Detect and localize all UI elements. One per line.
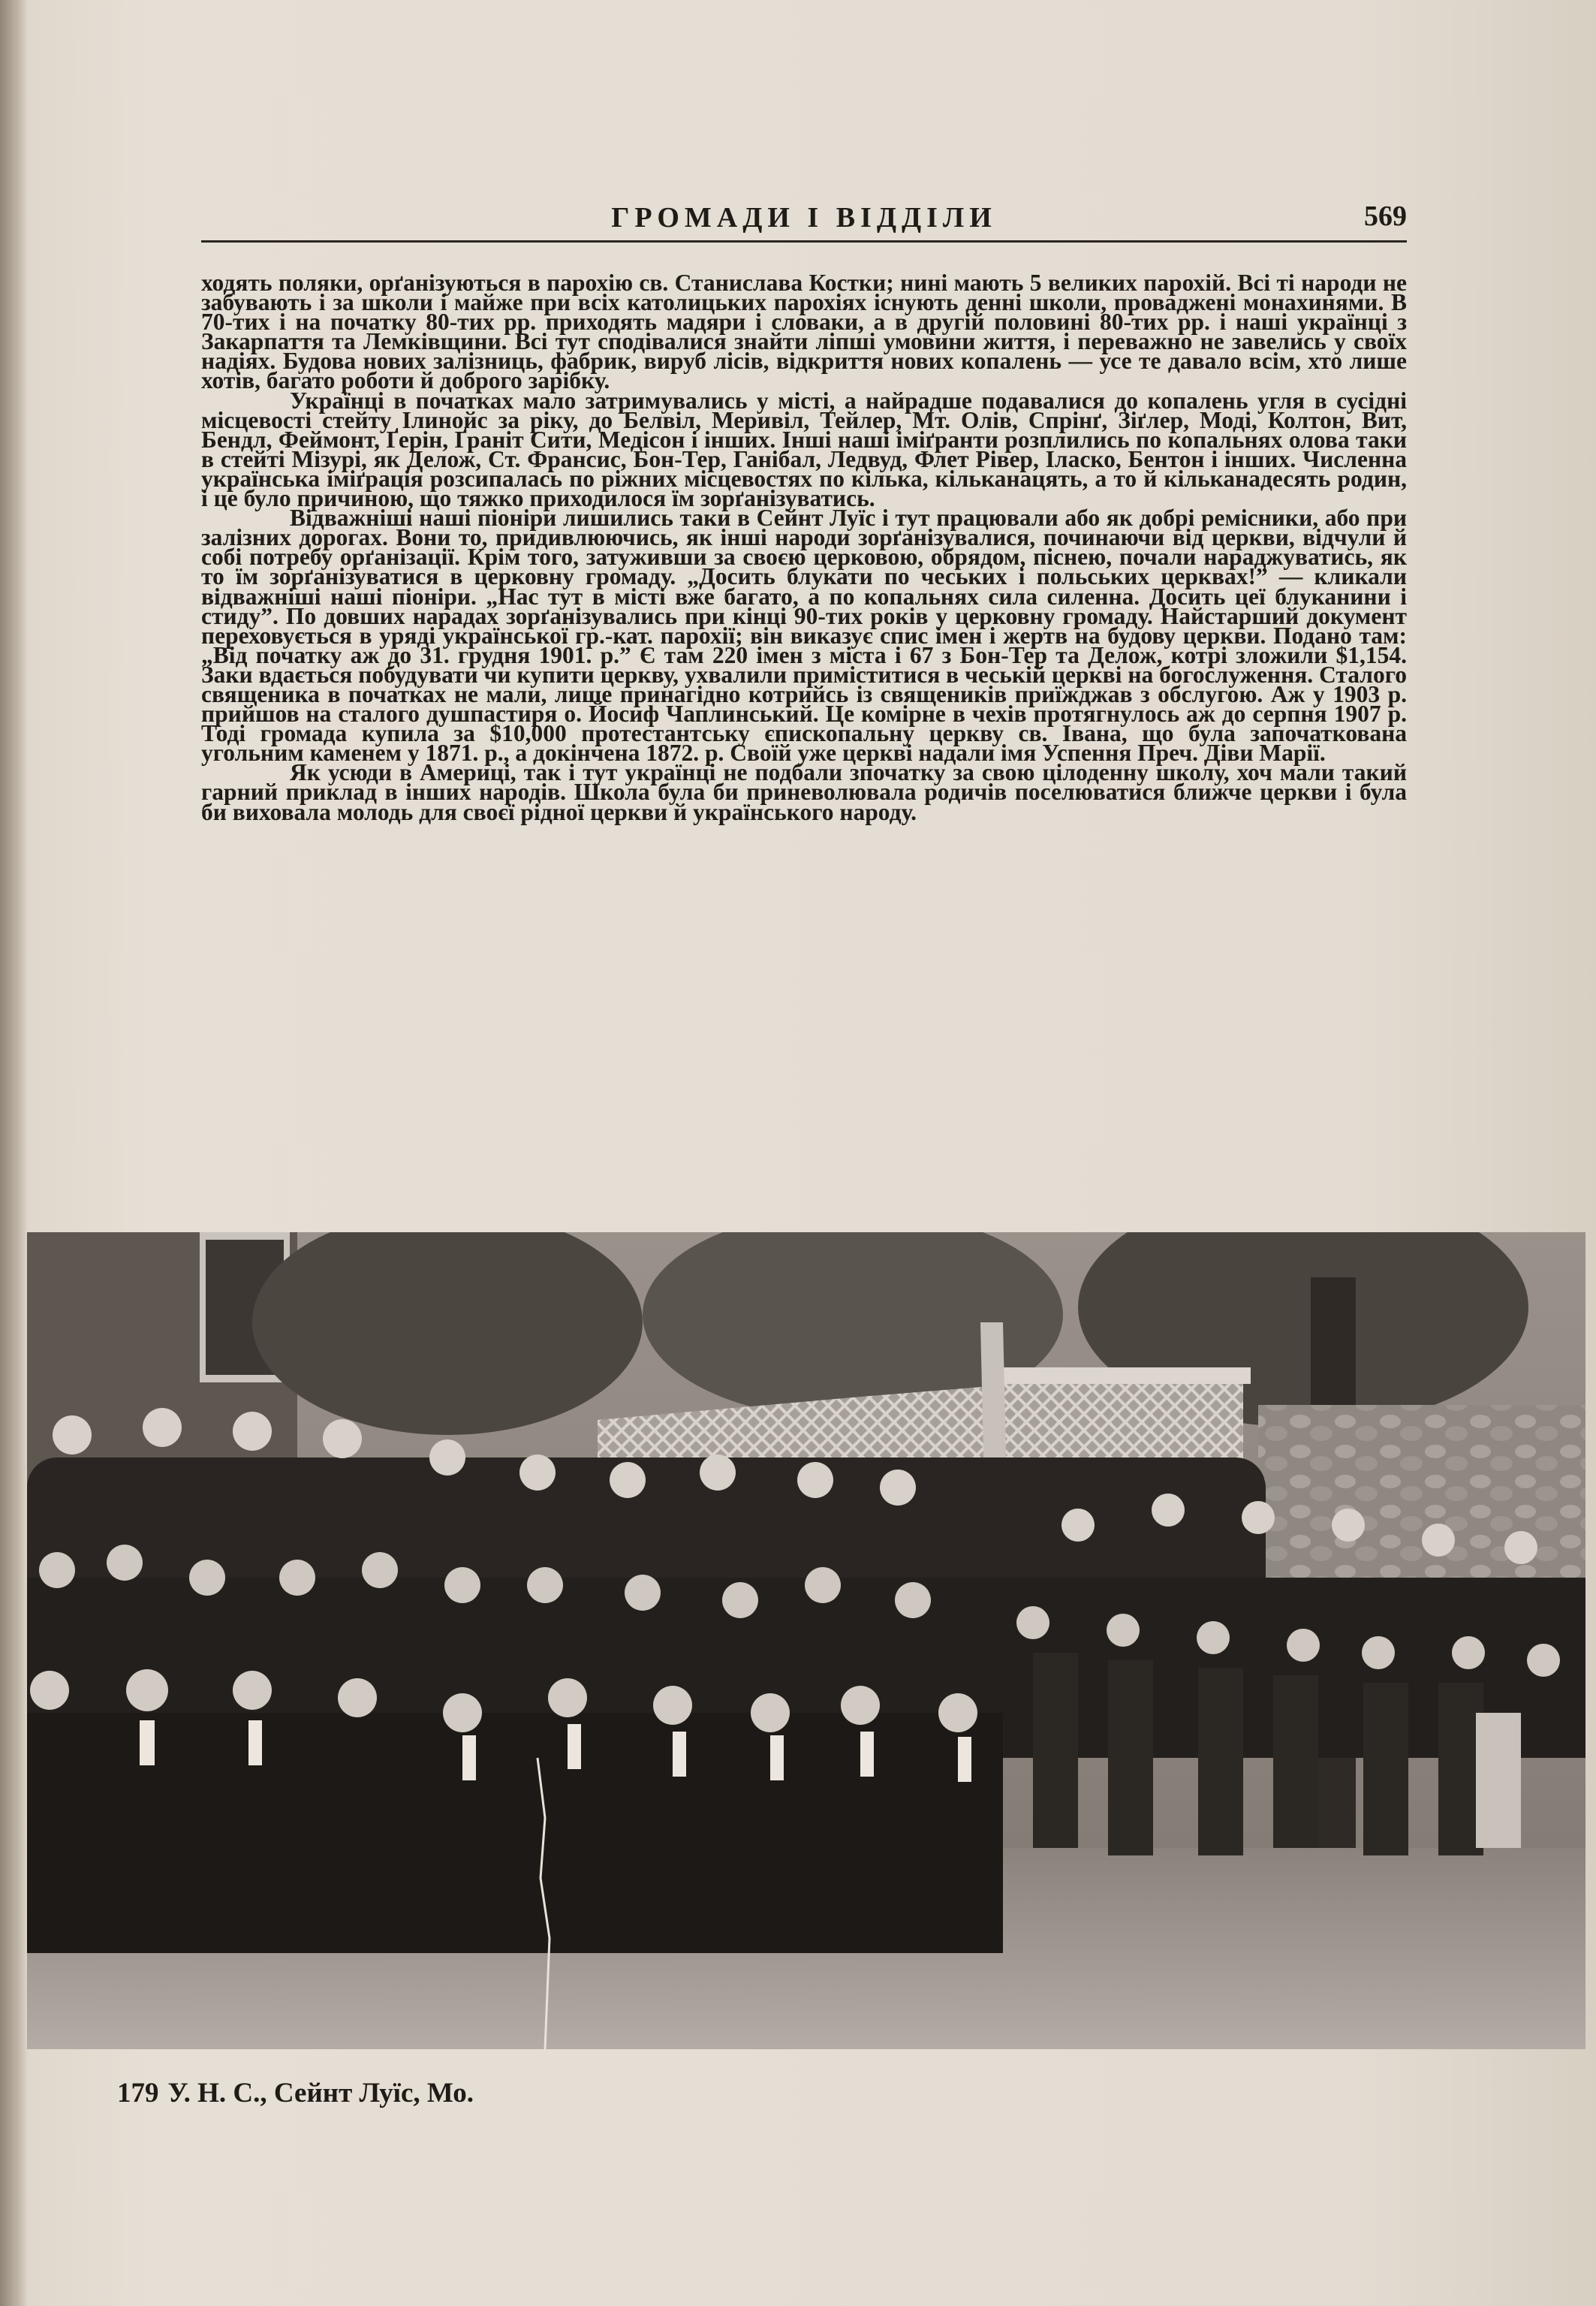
paragraph-4: Як усюди в Америці, так і тут українці не подбали зпочатку за свою цілоденну школу, хоч мали такий гарний приклад в інших народів. Школа була би приневолювала родичів поселюватися ближче церкви і була би виховала молодь для своєї рідної церкви й українського народу. [201, 759, 1407, 825]
group-photo [27, 1232, 1585, 2049]
page-number: 569 [1364, 200, 1407, 232]
group-photo-icon [27, 1232, 1585, 2049]
running-head [201, 197, 1407, 243]
running-title: ГРОМАДИ І ВІДДІЛИ [611, 202, 997, 234]
spine-shadow [0, 0, 27, 2306]
caption-number: 179 [117, 2078, 159, 2109]
caption-text: У. Н. С., Сейнт Луїс, Мо. [167, 2078, 474, 2109]
paragraph-1: ходять поляки, орґанізуються в парохію св. Станислава Костки; нині мають 5 великих парохій. Всі ті народи не забувають і за школи і майже при всіх католицьких парохіях існують денні школи, проваджені монахинями. В 70-тих і на початку 80-тих рр. приходять мадяри і словаки, а в другій половині 80-тих рр. і наші українці з Закарпаття та Лемківщини. Всі тут сподівалися знайти ліпші умовини життя, і переважно не завелись у своїх надіях. Будова нових залізниць, фабрик, вируб лісів, відкриття нових копалень — усе те давало всім, хто лише хотів, багато роботи й доброго зарібку. [201, 270, 1407, 394]
paragraph-2: Українці в початках мало затримувались у місті, а найрадше подавалися до копалень угля в сусідні місцевості стейту Ілинойс за ріку, до Белвіл, Меривіл, Тейлер, Мт. Олів, Спрінґ, Зіґлер, Моді, Колтон, Вит, Бендл, Феймонт, Ґерін, Ґраніт Сити, Медісон і інших. Інші наші іміґранти розплились по копальнях олова таки в стейті Мізурі, як Делож, Ст. Франсис, Бон-Тер, Ганібал, Ледвуд, Флет Рівер, Іласко, Бентон і інших. Численна українська іміґрація розсипалась по ріжних місцевостях по кілька, кільканацять, а то й кільканадесять родин, і це було причиною, що тяжко приходилося їм зорґанізуватись. [201, 387, 1407, 512]
paragraph-3: Відважніші наші піоніри лишились таки в Сейнт Луїс і тут працювали або як добрі ремісники, або при залізних дорогах. Вони то, придивлюючись, як інші народи зорґанізувалися, починаючи від церкви, відчули й собі потребу орґанізації. Крім того, затуживши за своєю церковою, обрядом, піснею, почали нараджуватись, як то їм зорґанізуватися в церковну громаду. „Досить блукати по чеських і польських церквах!” — кликали відважніші наші піоніри. „Нас тут в місті вже багато, а по копальнях сила силенна. Досить цеї блуканини і стиду”. По довших нарадах зорґанізувались при кінці 90-тих років у церковну громаду. Найстарший документ переховується в уряді української гр.-кат. парохії; він виказує спис імен і жертв на будову церкви. Подано там: „Від початку аж до 31. грудня 1901. р.” Є там 220 імен з міста і 67 з Бон-Тер та Делож, котрі зложили $1,154. Заки вдається побудувати чи купити церкву, ухвалили приміститися в чеській церкві на богослуження. Сталого священика в початках не мали, лише принагідно котрийсь із священиків приїжджав з обслугою. Аж у 1903 р. прийшов на сталого душпастиря о. Йосиф Чаплинський. Це комірне в чехів протягнулось аж до серпня 1907 р. Тоді громада купила за $10,000 протестантську єпископальну церкву св. Івана, що була започаткована угольним каменем у 1871. р., а докінчена 1872. р. Своїй уже церкві надали імя Успення Преч. Діви Марії. [201, 505, 1407, 767]
article-body [201, 270, 1407, 825]
photo-caption [117, 2077, 474, 2109]
